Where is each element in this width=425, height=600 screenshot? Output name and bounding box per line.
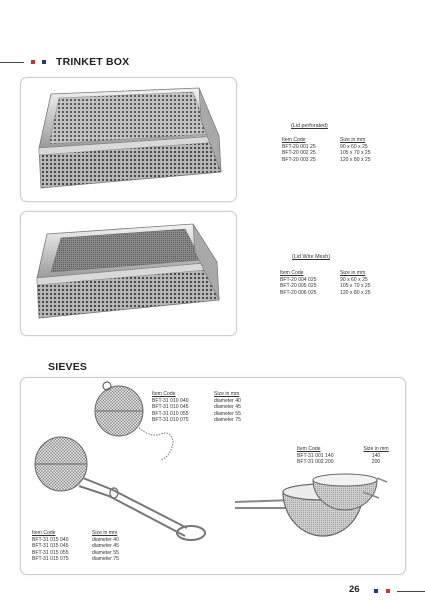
- column-header-item-code: Item Code: [297, 446, 321, 452]
- page-title: TRINKET BOX: [56, 56, 130, 68]
- accent-square-red: [31, 60, 35, 64]
- column-header-size: Size in mm: [214, 391, 240, 397]
- item-size: diameter 40: [92, 536, 119, 543]
- item-size: 140: [371, 452, 381, 459]
- item-size: diameter 45: [214, 404, 241, 411]
- section-title-sieves: SIEVES: [48, 361, 88, 373]
- item-size: diameter 55: [92, 549, 119, 556]
- column-header-item-code: Item Code: [32, 530, 56, 536]
- item-size: diameter 55: [214, 410, 241, 417]
- item-size: 120 x 80 x 25: [340, 156, 371, 163]
- item-code: BFT-31 001 140: [297, 452, 334, 459]
- item-code: BFT-31 015 055: [32, 549, 69, 556]
- trinket-box-wire-mesh-image: [21, 212, 236, 335]
- item-code: BFT-20 006 025: [280, 289, 317, 296]
- caption-lid-perforated: (Lid perforated): [291, 123, 328, 129]
- item-size: 200: [371, 459, 381, 466]
- spec-table-lid-perforated: [282, 137, 392, 169]
- column-header-size: Size in mm: [340, 137, 366, 143]
- item-code: BFT-20 003 25: [282, 156, 316, 163]
- spec-table-strainer: [297, 446, 402, 472]
- sieves-panel: [20, 377, 406, 575]
- item-code: BFT-31 010 045: [152, 404, 189, 411]
- item-size: diameter 75: [214, 417, 241, 424]
- accent-square-red: [386, 589, 390, 593]
- item-size: diameter 75: [92, 556, 119, 563]
- spec-table-tong-ball-infuser: [32, 530, 142, 570]
- item-size: 120 x 80 x 25: [340, 289, 371, 296]
- item-size: 90 x 60 x 25: [340, 143, 368, 150]
- item-code: BFT-31 015 075: [32, 556, 69, 563]
- product-card-lid-wire-mesh: [20, 211, 237, 336]
- page-number: 26: [349, 584, 360, 595]
- accent-square-blue: [42, 60, 46, 64]
- trinket-box-perforated-image: [21, 78, 236, 201]
- column-header-item-code: Item Code: [282, 137, 306, 143]
- column-header-item-code: Item Code: [280, 270, 304, 276]
- spec-table-lid-wire-mesh: [280, 270, 395, 302]
- strainer-sieves-image: [235, 474, 387, 536]
- item-code: BFT-31 010 075: [152, 417, 189, 424]
- item-code: BFT-20 005 025: [280, 283, 317, 290]
- item-code: BFT-31 015 045: [32, 543, 69, 550]
- tong-ball-infuser-image: [35, 437, 205, 540]
- column-header-size: Size in mm: [340, 270, 366, 276]
- item-code: BFT-31 010 040: [152, 397, 189, 404]
- item-code: BFT-20 002 25: [282, 150, 316, 157]
- item-code: BFT-31 002 200: [297, 459, 334, 466]
- item-code: BFT-31 015 040: [32, 536, 69, 543]
- item-code: BFT-20 004 025: [280, 276, 317, 283]
- item-code: BFT-20 001 25: [282, 143, 316, 150]
- spec-table-ball-infuser-chain: [152, 391, 262, 431]
- item-size: 105 x 70 x 25: [340, 283, 371, 290]
- item-code: BFT-31 010 055: [152, 410, 189, 417]
- item-size: 90 x 60 x 25: [340, 276, 368, 283]
- column-header-size: Size in mm: [363, 446, 389, 452]
- footer-rule: [397, 591, 425, 592]
- caption-lid-wire-mesh: (Lid Wire Mesh): [292, 254, 331, 260]
- product-card-lid-perforated: [20, 77, 237, 202]
- header-rule: [0, 62, 24, 63]
- item-size: 105 x 70 x 25: [340, 150, 371, 157]
- column-header-item-code: Item Code: [152, 391, 176, 397]
- accent-square-blue: [374, 589, 378, 593]
- item-size: diameter 40: [214, 397, 241, 404]
- column-header-size: Size in mm: [92, 530, 118, 536]
- item-size: diameter 45: [92, 543, 119, 550]
